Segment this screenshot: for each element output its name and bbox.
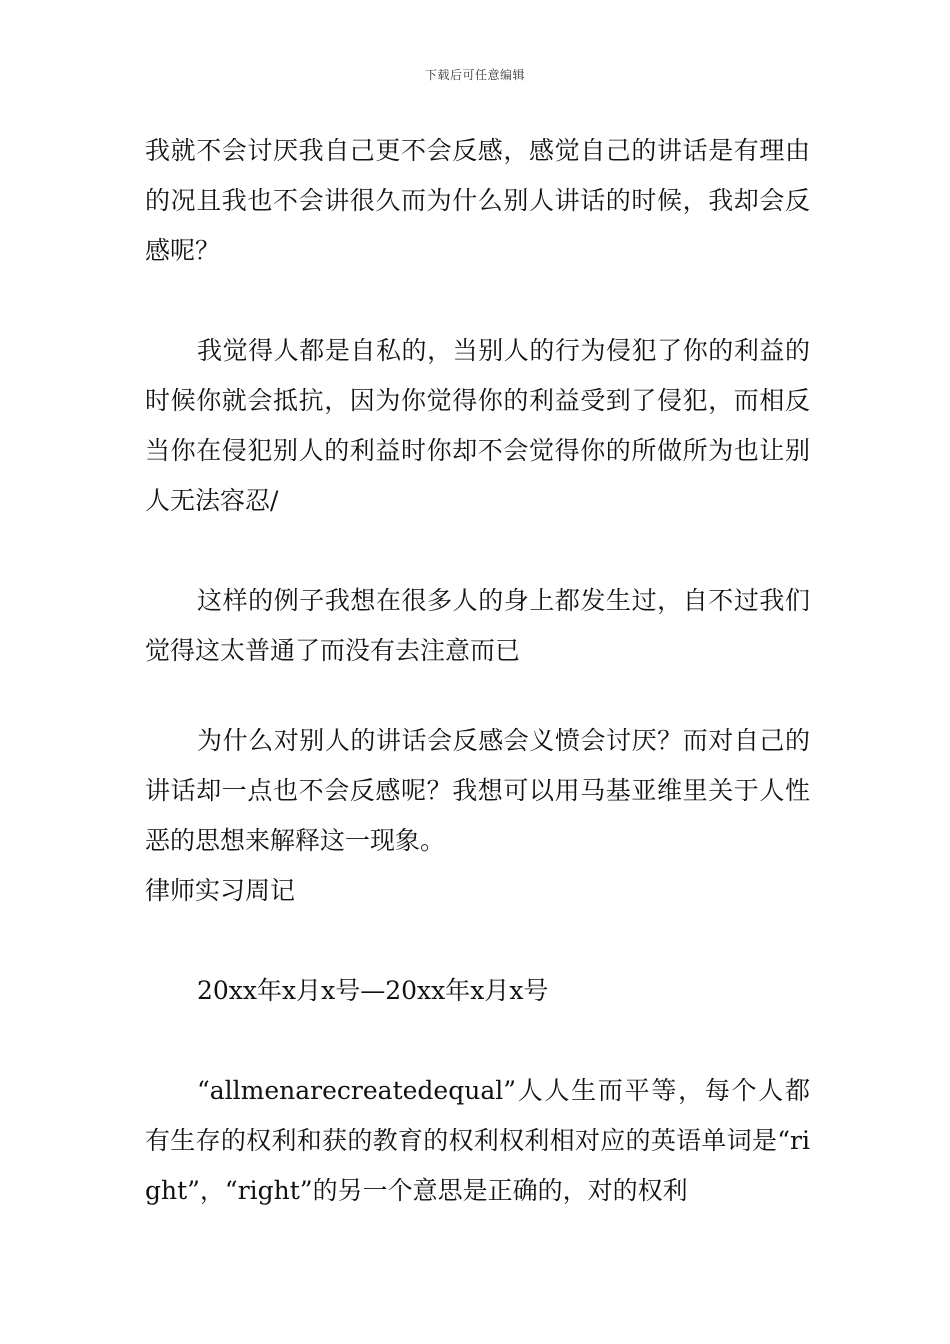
section-title: 律师实习周记 (145, 876, 296, 905)
paragraph-2: 我觉得人都是自私的，当别人的行为侵犯了你的利益的时候你就会抵抗，因为你觉得你的利益受到了侵犯，而相反当你在侵犯别人的利益时你却不会觉得你的所做所为也让别人无法容忍/ (145, 336, 810, 515)
paragraph-3: 这样的例子我想在很多人的身上都发生过，自不过我们觉得这太普通了而没有去注意而已 (145, 586, 810, 665)
paragraph-4: 为什么对别人的讲话会反感会义愤会讨厌？而对自己的讲话却一点也不会反感呢？我想可以用马基亚维里关于人性恶的思想来解释这一现象。 (145, 726, 810, 855)
page-header: 下载后可任意编辑 (424, 68, 525, 82)
document-body (145, 126, 810, 1216)
date-range: 20xx年x月x号—20xx年x月x号 (197, 976, 549, 1005)
paragraph-1: 我就不会讨厌我自己更不会反感，感觉自己的讲话是有理由的况且我也不会讲很久而为什么别人讲话的时候，我却会反感呢？ (145, 136, 810, 265)
paragraph-5: “allmenarecreatedequal”人人生而平等，每个人都有生存的权利和获的教育的权利权利相对应的英语单词是“right”，“right”的另一个意思是正确的，对的权利 (145, 1076, 810, 1205)
